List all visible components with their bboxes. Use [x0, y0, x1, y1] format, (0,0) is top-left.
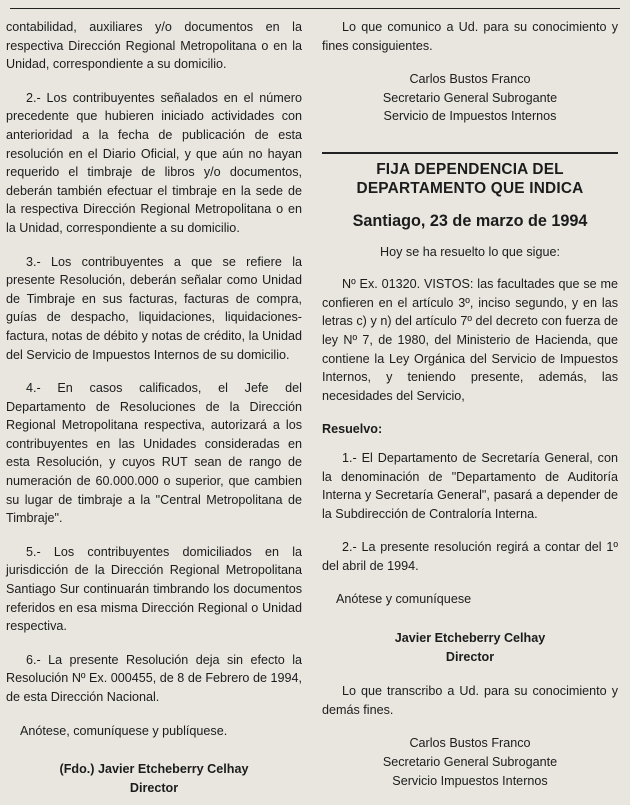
sig2-title: Secretario General Subrogante — [382, 755, 558, 770]
sig1-name: Carlos Bustos Franco — [409, 72, 531, 87]
signature-block-2 — [322, 734, 618, 790]
left-column — [6, 18, 302, 797]
sig1-title: Secretario General Subrogante — [382, 90, 558, 105]
sig1-org: Servicio de Impuestos Internos — [383, 109, 557, 124]
intro-line: Hoy se ha resuelto lo que sigue: — [380, 244, 560, 259]
heading-rule — [322, 152, 618, 154]
paragraph-4: 4.- En casos calificados, el Jefe del Departamento de Resoluciones de la Dirección Regional Metropolitana respectiva, autorizará a los contribuyentes en las Unidades consideradas en esta Resolución, y cuyos RUT sean de rango de numeración de 60.000.000 o superior, que cambien su lugar de timbraje a la "Central Metropolitana de Timbraje". — [6, 381, 302, 526]
paragraph-3: 3.- Los contribuyentes a que se refiere la presente Resolución, deberán señalar como Unidad de Timbraje en sus facturas, facturas de compra, guías de despacho, liquidaciones, liquidaciones-factura, notas de débito y notas de crédito, la Unidad del Servicio de Impuestos Internos de su domicilio. — [6, 254, 302, 362]
signature-block-1 — [322, 70, 618, 126]
sig2-org: Servicio Impuestos Internos — [392, 773, 548, 788]
signer-title-left: Director — [129, 780, 179, 795]
signer-title-right: Director — [445, 649, 495, 664]
resolution-item-2: 2.- La presente resolución regirá a contar del 1º del abril de 1994. — [322, 540, 618, 573]
top-rule — [10, 8, 620, 9]
paragraph-5: 5.- Los contribuyentes domiciliados en la jurisdicción de la Dirección Regional Metropolitana Santiago Sur continuarán timbrando los documentos referidos en esa misma Dirección Regional o Unidad respectiva. — [6, 544, 302, 634]
closing-right: Anótese y comuníquese — [336, 592, 472, 607]
signer-name-left: (Fdo.) Javier Etcheberry Celhay — [59, 762, 249, 777]
closing-left: Anótese, comuníquese y publíquese. — [20, 723, 228, 738]
transcribo-paragraph: Lo que transcribo a Ud. para su conocimiento y demás fines. — [322, 684, 618, 717]
signer-name-right: Javier Etcheberry Celhay — [394, 631, 546, 646]
section-heading: FIJA DEPENDENCIA DEL DEPARTAMENTO QUE INDICA — [356, 160, 584, 197]
paragraph-1-continuation: contabilidad, auxiliares y/o documentos en la respectiva Dirección Regional Metropolitana o en la Unidad, correspondiente a su domicilio. — [6, 20, 302, 72]
comunico-paragraph: Lo que comunico a Ud. para su conocimiento y fines consiguientes. — [322, 20, 618, 53]
paragraph-6: 6.- La presente Resolución deja sin efecto la Resolución Nº Ex. 000455, de 8 de Febrero de 1994, de esta Dirección Nacional. — [6, 652, 302, 704]
resolution-item-1: 1.- El Departamento de Secretaría General, con la denominación de "Departamento de Auditoría Interna y Secretaría General", pasará a depender de la Subdirección de Contraloría Interna. — [322, 450, 618, 521]
resolution-date: Santiago, 23 de marzo de 1994 — [352, 211, 588, 230]
paragraph-2: 2.- Los contribuyentes señalados en el número precedente que hubieren iniciado actividades con anterioridad a la fecha de publicación de esta resolución en el Diario Oficial, y que aún no hayan requerido el timbraje de libros y/o documentos, deberán también efectuar el timbraje en la sede de la respectiva Dirección Regional Metropolitana o en la Unidad, correspondiente a su domicilio. — [6, 90, 302, 235]
sig2-name: Carlos Bustos Franco — [409, 736, 531, 751]
resuelvo-label: Resuelvo: — [322, 422, 383, 437]
right-column — [322, 18, 618, 802]
vistos-paragraph: Nº Ex. 01320. VISTOS: las facultades que se me confieren en el artículo 3º, inciso segundo, y en las letras c) y n) del artículo 7º del decreto con fuerza de ley Nº 7, de 1980, del Ministerio de Hacienda, que contiene la Ley Orgánica del Servicio de Impuestos Internos, y teniendo presente, además, las necesidades del Servicio, — [322, 277, 618, 403]
